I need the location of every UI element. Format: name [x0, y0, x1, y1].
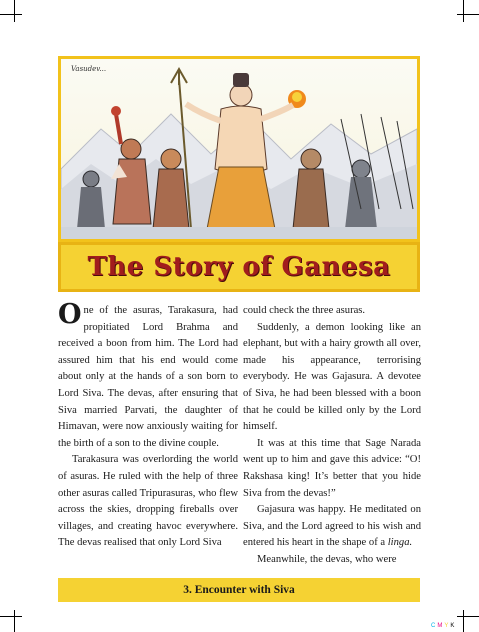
cmyk-registration [431, 623, 456, 629]
crop-mark-top-left-h [0, 14, 22, 15]
chapter-footer-bar [58, 578, 420, 602]
crop-mark-top-left-v [14, 0, 15, 22]
cmyk-y: Y [444, 623, 451, 629]
paragraph: could check the three asuras. [243, 305, 366, 316]
cmyk-c: C [431, 623, 438, 629]
paragraph: Suddenly, a demon looking like an elephant, but with a hairy growth all over, made his appearance, terrorising everybody. He was Gajasura. A devotee of Siva, he had been blessed with a boon that he could be killed only by the Lord himself. [243, 321, 421, 433]
paragraph: Tarakasura was overlording the world of asuras. He ruled with the help of three other asuras called Tripurasuras, who flew across the skies, dropping fireballs over villages, and creating havoc everywhere. The devas realised that only Lord Siva [58, 454, 238, 549]
cmyk-k: K [450, 623, 457, 629]
drop-cap: O [58, 299, 82, 330]
paragraph: It was at this time that Sage Narada went up to him and gave this advice: “O! Rakshasa king! It’s better that you hide Siva from the devas!” [243, 437, 421, 499]
paragraph-text: ne of the asuras, Tarakasura, had propitiated Lord Brahma and received a boon from him. The Lord had assured him that his end would come about only at the hands of a son born to Lord Siva. The devas, after ensuring that Siva married Parvati, the daughter of Himavan, were now anxiously waiting for the birth of a son to the divine couple. [58, 305, 238, 449]
crop-mark-top-right-h [457, 14, 479, 15]
artist-signature: Vasudev... [71, 65, 107, 73]
illustration-artwork [61, 59, 417, 239]
text-column-left [58, 299, 238, 552]
paragraph: Meanwhile, the devas, who were [257, 553, 397, 565]
title-banner [58, 242, 420, 292]
crop-mark-bottom-left-h [0, 616, 22, 617]
paragraph-text: Gajasura was happy. He meditated on Siva, and the Lord agreed to his wish and entered his heart in the shape of a [243, 504, 421, 549]
crop-mark-bottom-right-v [463, 610, 464, 632]
italic-word: linga. [387, 537, 413, 549]
page-title: The Story of Ganesa [87, 252, 391, 282]
paragraph [243, 502, 421, 552]
crop-mark-top-right-v [463, 0, 464, 22]
crop-mark-bottom-left-v [14, 610, 15, 632]
crop-mark-bottom-right-h [457, 616, 479, 617]
story-illustration [58, 56, 420, 242]
chapter-title: 3. Encounter with Siva [183, 584, 295, 596]
text-column-right [243, 303, 421, 569]
cmyk-m: M [437, 623, 445, 629]
paragraph [58, 299, 238, 452]
